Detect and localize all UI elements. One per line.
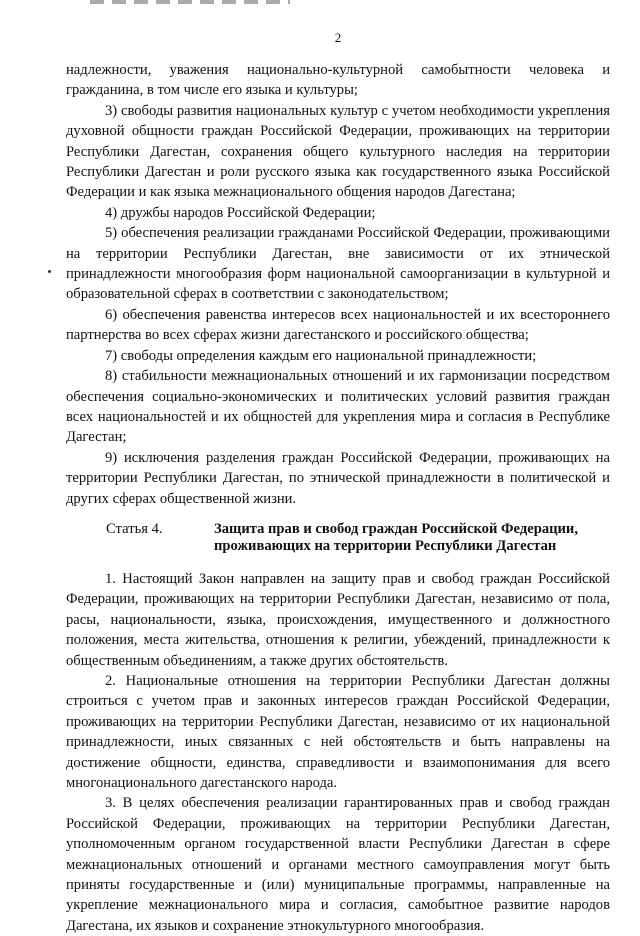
article-title-line-2: проживающих на территории Республики Дагестан bbox=[214, 537, 557, 554]
list-item-5: 5) обеспечения реализации гражданами Российской Федерации, проживающими на территории Республики Дагестан, вне зависимости от их этнической принадлежности многообразия форм национальной самоорганизации в культурной и образовательной сферах в соответствии с законодательством; bbox=[66, 225, 610, 303]
page-number: 2 bbox=[334, 30, 342, 45]
article-title bbox=[214, 521, 578, 555]
scan-artifact bbox=[90, 0, 290, 4]
list-item-7: 7) свободы определения каждым его национальной принадлежности; bbox=[105, 347, 537, 364]
list-item-4: 4) дружбы народов Российской Федерации; bbox=[105, 204, 376, 221]
list-item-6: 6) обеспечения равенства интересов всех национальностей и их всестороннего партнерства во всех сферах жизни дагестанского и российского общества; bbox=[66, 306, 610, 344]
clause-2: 2. Национальные отношения на территории Республики Дагестан должны строиться с учетом прав и законных интересов граждан Российской Федерации, проживающих на территории Республики Дагестан, независимо от их национальной принадлежности, иных связанных с ней обстоятельств и быть направлены на достижение общности, единства, справедливости и взаимопонимания для всего многонационального дагестанского народа. bbox=[66, 672, 610, 791]
margin-mark bbox=[48, 270, 51, 273]
clause-3: 3. В целях обеспечения реализации гарантированных прав и свобод граждан Российской Федерации, проживающих на территории Республики Дагестан, уполномоченным органом государственной власти Республики Дагестан в сфере межнациональных отношений и органами местного самоуправления могут быть приняты государственные и (или) муниципальные программы, направленные на укрепление межнационального мира и согласия, самобытное развитие народов Дагестана, их языков и сохранение этнокультурного многообразия. bbox=[66, 795, 610, 934]
list-item-8: 8) стабильности межнациональных отношений и их гармонизации посредством обеспечения социально-экономических и политических условий развития граждан всех национальностей и их общностей для укрепления мира и согласия в Республике Дагестан; bbox=[66, 368, 610, 446]
clause-1: 1. Настоящий Закон направлен на защиту прав и свобод граждан Российской Федерации, проживающих на территории Республики Дагестан, независимо от пола, расы, национальности, языка, происхождения, имущественного и должностного положения, места жительства, отношения к религии, убеждений, принадлежности к общественным объединениям, а также других обстоятельств. bbox=[66, 570, 610, 669]
list-item-9: 9) исключения разделения граждан Российской Федерации, проживающих на территории Республики Дагестан, по этнической принадлежности в политической и других сферах общественной жизни. bbox=[66, 449, 610, 507]
article-title-line-1: Защита прав и свобод граждан Российской Федерации, bbox=[214, 520, 578, 537]
article-heading bbox=[66, 521, 610, 555]
list-item-3: 3) свободы развития национальных культур с учетом необходимости укрепления духовной общности граждан Российской Федерации, проживающих на территории Республики Дагестан, сохранения общего культурного наследия на территории Республики Дагестан и роли русского языка как государственного языка Российской Федерации и как языка межнационального общения народов Дагестана; bbox=[66, 102, 610, 201]
paragraph-continuation: надлежности, уважения национально-культурной самобытности человека и гражданина, в том числе его языка и культуры; bbox=[66, 62, 610, 99]
article-number: Статья 4. bbox=[106, 520, 163, 537]
